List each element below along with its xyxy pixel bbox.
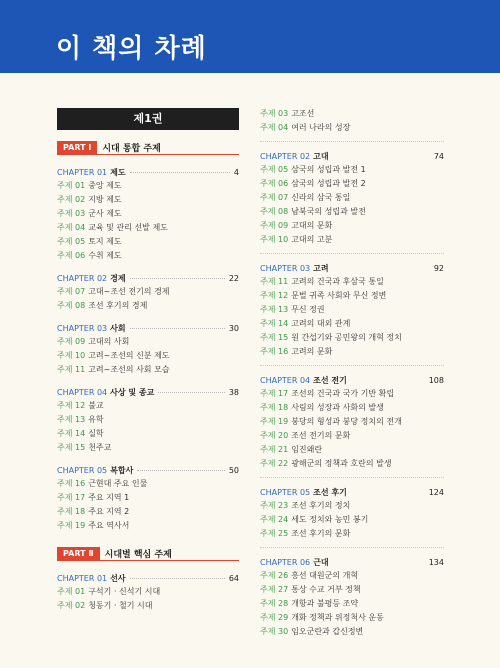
chapter-number: CHAPTER 02 (57, 273, 108, 283)
chapter-page: 92 (433, 264, 444, 273)
dot-leader (130, 172, 230, 173)
toc-topic[interactable] (260, 219, 444, 233)
chapter-number: CHAPTER 03 (57, 323, 108, 333)
topic-title: 붕당의 형성과 붕당 정치의 전개 (291, 417, 402, 426)
dot-leader (137, 470, 225, 471)
toc-chapter[interactable] (260, 477, 444, 499)
topic-title: 개화 정책과 위정척사 운동 (291, 613, 384, 622)
topic-number: 주제 23 (260, 501, 289, 510)
topic-number: 주제 03 (260, 109, 289, 118)
topic-title: 조선 후기의 문화 (291, 529, 351, 538)
topic-number: 주제 12 (57, 401, 86, 410)
part-tag: PART Ⅱ (57, 547, 100, 561)
topic-number: 주제 14 (260, 319, 289, 328)
topic-number: 주제 02 (57, 601, 86, 610)
topic-title: 남북국의 성립과 발전 (291, 207, 366, 216)
topic-title: 신라의 삼국 통일 (291, 193, 351, 202)
topic-title: 중앙 제도 (88, 181, 122, 190)
topic-number: 주제 28 (260, 599, 289, 608)
toc-topic[interactable] (57, 349, 239, 363)
toc-parts (57, 141, 239, 613)
chapter-page: 22 (228, 273, 239, 283)
topic-title: 청동기 · 철기 시대 (88, 601, 153, 610)
toc-chapter[interactable] (57, 321, 239, 335)
topic-title: 임오군란과 갑신정변 (291, 627, 364, 636)
chapter-title: 사회 (110, 323, 126, 333)
volume-label: 제1권 (57, 108, 239, 130)
toc-topic[interactable] (57, 207, 239, 221)
toc-topic[interactable] (57, 193, 239, 207)
toc-topic[interactable] (57, 585, 239, 599)
topic-title: 통상 수교 거부 정책 (291, 585, 361, 594)
chapter-number: CHAPTER 04 (57, 387, 108, 397)
topic-number: 주제 21 (260, 445, 289, 454)
toc-topic[interactable] (57, 491, 239, 505)
toc-topic[interactable] (260, 611, 444, 625)
toc-topic[interactable] (260, 345, 444, 359)
topic-number: 주제 04 (57, 223, 86, 232)
toc-topic[interactable] (260, 415, 444, 429)
topic-title: 수취 제도 (88, 251, 122, 260)
topic-number: 주제 18 (260, 403, 289, 412)
dot-leader (158, 392, 224, 393)
topic-title: 고대의 사회 (88, 337, 130, 346)
toc-topic[interactable] (260, 387, 444, 401)
toc-chapter[interactable] (260, 547, 444, 569)
topic-number: 주제 11 (57, 365, 86, 374)
chapter-page: 64 (228, 573, 239, 583)
toc-topic[interactable] (260, 275, 444, 289)
topic-title: 여러 나라의 성장 (291, 123, 351, 132)
toc-topic[interactable] (260, 569, 444, 583)
topic-title: 고려의 대외 관계 (291, 319, 351, 328)
toc-topic[interactable] (260, 429, 444, 443)
chapter-page: 4 (233, 167, 239, 177)
topic-number: 주제 04 (260, 123, 289, 132)
toc-topic[interactable] (57, 413, 239, 427)
topic-title: 고대의 문화 (291, 221, 333, 230)
topic-title: 고조선 (291, 109, 315, 118)
topic-title: 구석기 · 신석기 시대 (88, 587, 161, 596)
topic-number: 주제 07 (260, 193, 289, 202)
chapter-page: 38 (228, 387, 239, 397)
toc-topic[interactable] (57, 363, 239, 377)
toc-topic[interactable] (260, 233, 444, 247)
toc-topic[interactable] (260, 303, 444, 317)
toc-chapter[interactable] (57, 165, 239, 179)
topic-title: 무신 정권 (291, 305, 325, 314)
chapter-title: 선사 (110, 573, 126, 583)
topic-title: 고려의 건국과 후삼국 통일 (291, 277, 384, 286)
toc-topic[interactable] (57, 599, 239, 613)
toc-topic[interactable] (260, 499, 444, 513)
page-title: 이 책의 차례 (56, 34, 207, 64)
topic-number: 주제 30 (260, 627, 289, 636)
page-header (0, 0, 500, 73)
chapter-title: 복합사 (110, 465, 134, 475)
topic-number: 주제 26 (260, 571, 289, 580)
chapter-number: CHAPTER 01 (57, 573, 108, 583)
lead-topics (260, 107, 444, 135)
toc-chapter[interactable] (260, 365, 444, 387)
chapter-title: 조선 후기 (313, 488, 347, 497)
topic-title: 원 간섭기와 공민왕의 개혁 정치 (291, 333, 402, 342)
topic-number: 주제 11 (260, 277, 289, 286)
topic-number: 주제 06 (57, 251, 86, 260)
topic-title: 실학 (88, 429, 104, 438)
chapter-number: CHAPTER 03 (260, 264, 311, 273)
topic-title: 흥선 대원군의 개혁 (291, 571, 359, 580)
chapter-number: CHAPTER 01 (57, 167, 108, 177)
chapter-title: 경제 (110, 273, 126, 283)
topic-title: 고대의 고분 (291, 235, 333, 244)
toc-chapter[interactable] (260, 253, 444, 275)
toc-topic[interactable] (260, 191, 444, 205)
topic-title: 조선 후기의 경제 (88, 301, 148, 310)
chapter-number: CHAPTER 05 (260, 488, 311, 497)
toc-topic[interactable] (57, 179, 239, 193)
toc-topic[interactable] (260, 457, 444, 471)
toc-topic[interactable] (260, 317, 444, 331)
toc-right-column (260, 107, 444, 639)
topic-number: 주제 03 (57, 209, 86, 218)
topic-number: 주제 19 (57, 521, 86, 530)
chapter-page: 108 (428, 376, 444, 385)
topic-number: 주제 13 (260, 305, 289, 314)
topic-number: 주제 17 (57, 493, 86, 502)
dot-leader (130, 578, 225, 579)
toc-part-header (57, 547, 239, 561)
topic-title: 지방 제도 (88, 195, 122, 204)
toc-topic[interactable] (57, 427, 239, 441)
chapter-title: 고대 (313, 152, 329, 161)
topic-title: 삼국의 성립과 발전 2 (291, 179, 366, 188)
topic-title: 개항과 불평등 조약 (291, 599, 359, 608)
toc-topic[interactable] (57, 399, 239, 413)
topic-number: 주제 18 (57, 507, 86, 516)
topic-number: 주제 08 (57, 301, 86, 310)
topic-number: 주제 07 (57, 287, 86, 296)
topic-number: 주제 27 (260, 585, 289, 594)
toc-topic[interactable] (260, 121, 444, 135)
topic-number: 주제 01 (57, 181, 86, 190)
chapter-title: 제도 (110, 167, 126, 177)
topic-number: 주제 08 (260, 207, 289, 216)
toc-topic[interactable] (57, 285, 239, 299)
topic-number: 주제 10 (57, 351, 86, 360)
toc-topic[interactable] (260, 443, 444, 457)
chapter-number: CHAPTER 05 (57, 465, 108, 475)
dot-leader (130, 278, 225, 279)
toc-topic[interactable] (57, 505, 239, 519)
topic-number: 주제 20 (260, 431, 289, 440)
topic-title: 주요 지역 1 (88, 493, 130, 502)
topic-title: 조선의 건국과 국가 기반 확립 (291, 389, 395, 398)
chapter-title: 고려 (313, 264, 329, 273)
chapter-number: CHAPTER 02 (260, 152, 311, 161)
chapter-title: 사상 및 종교 (110, 387, 155, 397)
topic-number: 주제 10 (260, 235, 289, 244)
topic-number: 주제 05 (57, 237, 86, 246)
toc-part-header (57, 141, 239, 155)
chapter-number: CHAPTER 04 (260, 376, 311, 385)
toc-chapter[interactable] (57, 271, 239, 285)
toc-chapter[interactable] (260, 141, 444, 163)
topic-number: 주제 01 (57, 587, 86, 596)
topic-title: 광해군의 정책과 호란의 발생 (291, 459, 392, 468)
part-tag: PART Ⅰ (57, 141, 97, 155)
topic-number: 주제 05 (260, 165, 289, 174)
toc-chapter[interactable] (57, 571, 239, 585)
toc-topic[interactable] (260, 597, 444, 611)
topic-title: 근현대 주요 인물 (88, 479, 148, 488)
topic-title: 고대~조선 전기의 경제 (88, 287, 170, 296)
topic-title: 토지 제도 (88, 237, 122, 246)
chapter-page: 134 (428, 558, 444, 567)
toc-topic[interactable] (260, 331, 444, 345)
topic-title: 조선 전기의 문화 (291, 431, 351, 440)
topic-number: 주제 12 (260, 291, 289, 300)
toc-topic[interactable] (260, 163, 444, 177)
toc-topic[interactable] (260, 107, 444, 121)
chapter-page: 124 (428, 488, 444, 497)
topic-title: 교육 및 관리 선발 제도 (88, 223, 168, 232)
topic-title: 주요 역사서 (88, 521, 130, 530)
toc-chapter[interactable] (57, 463, 239, 477)
topic-number: 주제 15 (57, 443, 86, 452)
topic-title: 고려~조선의 사회 모습 (88, 365, 170, 374)
toc-topic[interactable] (260, 513, 444, 527)
toc-topic[interactable] (260, 625, 444, 639)
topic-number: 주제 19 (260, 417, 289, 426)
topic-title: 군사 제도 (88, 209, 122, 218)
topic-number: 주제 14 (57, 429, 86, 438)
toc-topic[interactable] (57, 235, 239, 249)
dot-leader (130, 328, 225, 329)
topic-title: 임진왜란 (291, 445, 323, 454)
topic-number: 주제 09 (57, 337, 86, 346)
toc-topic[interactable] (57, 221, 239, 235)
toc-topic[interactable] (260, 527, 444, 541)
chapter-page: 30 (228, 323, 239, 333)
topic-number: 주제 25 (260, 529, 289, 538)
topic-title: 천주교 (88, 443, 112, 452)
chapter-number: CHAPTER 06 (260, 558, 311, 567)
toc-topic[interactable] (57, 299, 239, 313)
toc-topic[interactable] (260, 583, 444, 597)
topic-title: 삼국의 성립과 발전 1 (291, 165, 366, 174)
topic-title: 조선 후기의 정치 (291, 501, 351, 510)
part-title: 시대별 핵심 주제 (104, 550, 172, 560)
toc-topic[interactable] (57, 249, 239, 263)
topic-title: 문벌 귀족 사회와 무신 정변 (291, 291, 387, 300)
topic-title: 고려의 문화 (291, 347, 333, 356)
topic-number: 주제 06 (260, 179, 289, 188)
chapter-title: 조선 전기 (313, 376, 347, 385)
topic-number: 주제 22 (260, 459, 289, 468)
chapter-page: 74 (433, 152, 444, 161)
topic-number: 주제 24 (260, 515, 289, 524)
topic-number: 주제 17 (260, 389, 289, 398)
toc-topic[interactable] (57, 335, 239, 349)
toc-topic[interactable] (260, 401, 444, 415)
topic-title: 세도 정치와 농민 봉기 (291, 515, 369, 524)
topic-number: 주제 29 (260, 613, 289, 622)
toc-topic[interactable] (260, 177, 444, 191)
toc-topic[interactable] (260, 289, 444, 303)
topic-number: 주제 15 (260, 333, 289, 342)
topic-number: 주제 16 (57, 479, 86, 488)
topic-title: 고려~조선의 신분 제도 (88, 351, 170, 360)
topic-title: 사림의 성장과 사화의 발생 (291, 403, 384, 412)
chapter-page: 50 (228, 465, 239, 475)
toc-topic[interactable] (57, 477, 239, 491)
topic-number: 주제 13 (57, 415, 86, 424)
toc-topic[interactable] (260, 205, 444, 219)
toc-topic[interactable] (57, 441, 239, 455)
topic-title: 불교 (88, 401, 104, 410)
chapter-title: 근대 (313, 558, 329, 567)
topic-title: 주요 지역 2 (88, 507, 130, 516)
toc-chapter[interactable] (57, 385, 239, 399)
part-title: 시대 통합 주제 (102, 144, 161, 154)
topic-number: 주제 02 (57, 195, 86, 204)
toc-topic[interactable] (57, 519, 239, 533)
topic-number: 주제 09 (260, 221, 289, 230)
toc-chapters (260, 141, 444, 639)
topic-title: 유학 (88, 415, 104, 424)
toc-left-column (57, 108, 239, 613)
topic-number: 주제 16 (260, 347, 289, 356)
